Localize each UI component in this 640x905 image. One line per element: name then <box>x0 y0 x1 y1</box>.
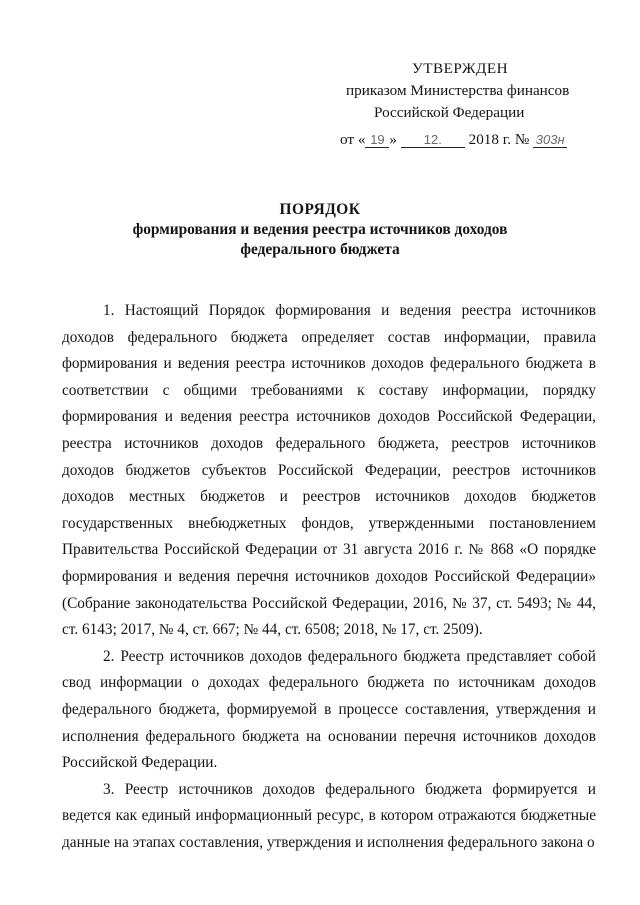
order-number-field: 303н <box>533 133 567 148</box>
approval-date-line <box>340 129 590 151</box>
date-day-field: 19 <box>365 133 389 148</box>
paragraph-1: 1. Настоящий Порядок формирования и ведения реестра источников доходов федерального бюджета определяет состав информации, правила формирования и ведения реестра источников доходов федерального бюджета в соответствии с общими требованиями к составу информации, порядку формирования и ведения реестра источников доходов Российской Федерации, реестра источников доходов федерального бюджета, реестров источников доходов бюджетов субъектов Российской Федерации, реестров источников доходов местных бюджетов и реестров источников доходов бюджетов государственных внебюджетных фондов, утвержденными постановлением Правительства Российской Федерации от 31 августа 2016 г. № 868 «О порядке формирования и ведения перечня источников доходов Российской Федерации» (Собрание законодательства Российской Федерации, 2016, № 37, ст. 5493; № 44, ст. 6143; 2017, № 4, ст. 667; № 44, ст. 6508; 2018, № 17, ст. 2509). <box>62 302 596 639</box>
paragraph-3: 3. Реестр источников доходов федерального бюджета формируется и ведется как единый информационный ресурс, в котором отражаются бюджетные данные на этапах составления, утверждения и исполнения федерального закона о <box>62 780 596 851</box>
approval-block <box>340 58 590 151</box>
date-year: 2018 г. № <box>468 131 530 148</box>
title-line-2: формирования и ведения реестра источников доходов <box>132 221 508 238</box>
date-month-field: 12. <box>401 133 465 148</box>
approval-issuer: приказом Министерства финансов <box>346 82 570 99</box>
title-line-1: ПОРЯДОК <box>279 201 361 218</box>
title-line-3: федерального бюджета <box>240 241 400 258</box>
paragraph-2: 2. Реестр источников доходов федерального бюджета представляет собой свод информации о доходах федерального бюджета по источникам доходов федерального бюджета, формируемой в процессе составления, утверждения и исполнения федерального бюджета на основании перечня источников доходов Российской Федерации. <box>62 647 596 772</box>
document-title <box>0 200 640 260</box>
approval-issuer-country: Российской Федерации <box>374 104 525 121</box>
approval-heading: УТВЕРЖДЕН <box>412 60 509 77</box>
date-prefix: от « <box>340 131 366 148</box>
date-mid: » <box>389 131 398 148</box>
document-body <box>62 298 596 856</box>
